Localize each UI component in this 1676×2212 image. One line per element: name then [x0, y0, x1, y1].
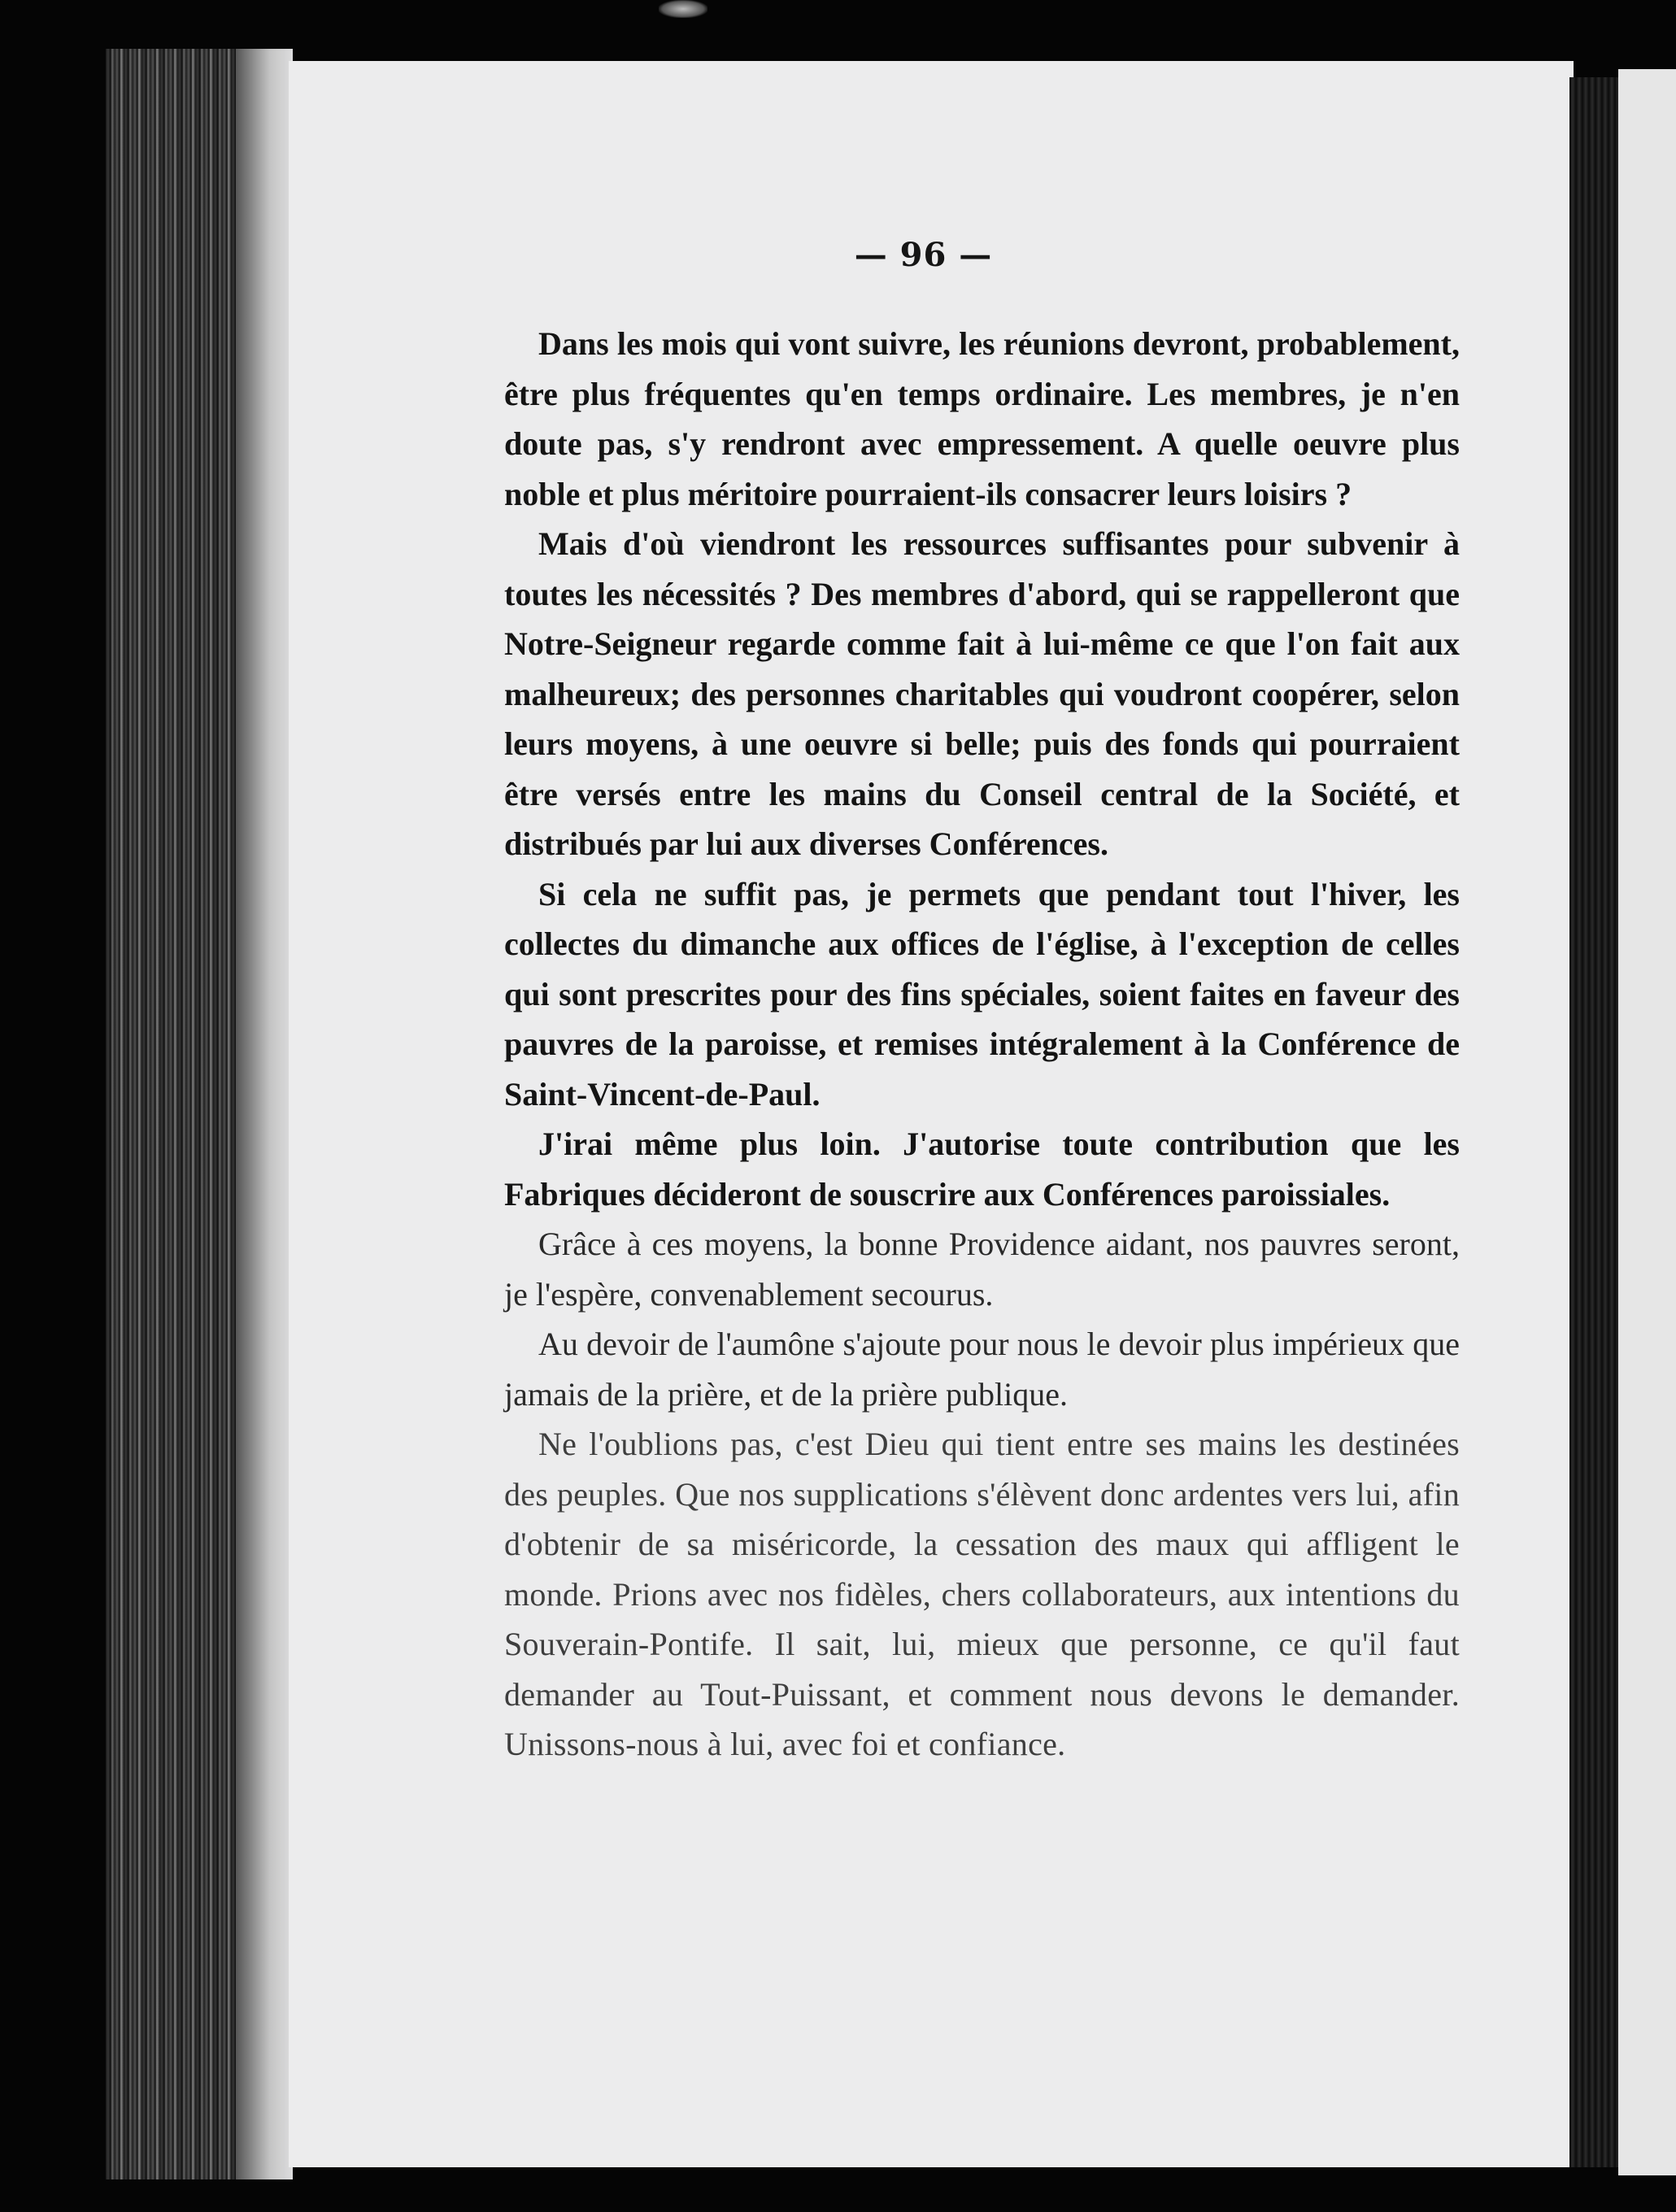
paragraph: Grâce à ces moyens, la bonne Providence aidant, nos pauvres seront, je l'espère, convenablement secourus. [504, 1226, 1460, 1313]
page-edge [1569, 77, 1618, 2167]
paragraph: Dans les mois qui vont suivre, les réunions devront, probablement, être plus fréquentes qu'en temps ordinaire. Les membres, je n'en doute pas, s'y rendront avec empressement. A quelle oeuvre plus noble et plus méritoire pourraient-ils consacrer leurs loisirs ? [504, 325, 1460, 512]
scan-artifact [659, 0, 707, 18]
paragraph: Si cela ne suffit pas, je permets que pendant tout l'hiver, les collectes du dimanche aux offices de l'église, à l'exception de celles qui sont prescrites pour des fins spéciales, soient faites en faveur des pauvres de la paroisse, et remises intégralement à la Conférence de Saint-Vincent-de-Paul. [504, 875, 1460, 1113]
facing-page-edge [1618, 69, 1676, 2175]
paragraph: Ne l'oublions pas, c'est Dieu qui tient entre ses mains les destinées des peuples. Que nos supplications s'élèvent donc ardentes vers lui, afin d'obtenir de sa miséricorde, la cessation des maux qui affligent le monde. Prions avec nos fidèles, chers collaborateurs, aux intentions du Souverain-Pontife. Il sait, lui, mieux que personne, ce qu'il faut demander au Tout-Puissant, et comment nous devons le demander. Unissons-nous à lui, avec foi et confiance. [504, 1426, 1460, 1762]
paragraph: J'irai même plus loin. J'autorise toute contribution que les Fabriques décideront de souscrire aux Conférences paroissiales. [504, 1126, 1460, 1213]
page-number: — 96 — [854, 236, 993, 274]
body-text [504, 319, 1460, 1770]
paragraph: Au devoir de l'aumône s'ajoute pour nous le devoir plus impérieux que jamais de la prière, et de la prière publique. [504, 1326, 1460, 1413]
paragraph: Mais d'où viendront les ressources suffisantes pour subvenir à toutes les nécessités ? Des membres d'abord, qui se rappelleront que Notre-Seigneur regarde comme fait à lui-même ce que l'on fait aux malheureux; des personnes charitables qui voudront coopérer, selon leurs moyens, à une oeuvre si belle; puis des fonds qui pourraient être versés entre les mains du Conseil central de la Société, et distribués par lui aux diverses Conférences. [504, 525, 1460, 862]
book-gutter [106, 49, 293, 2179]
